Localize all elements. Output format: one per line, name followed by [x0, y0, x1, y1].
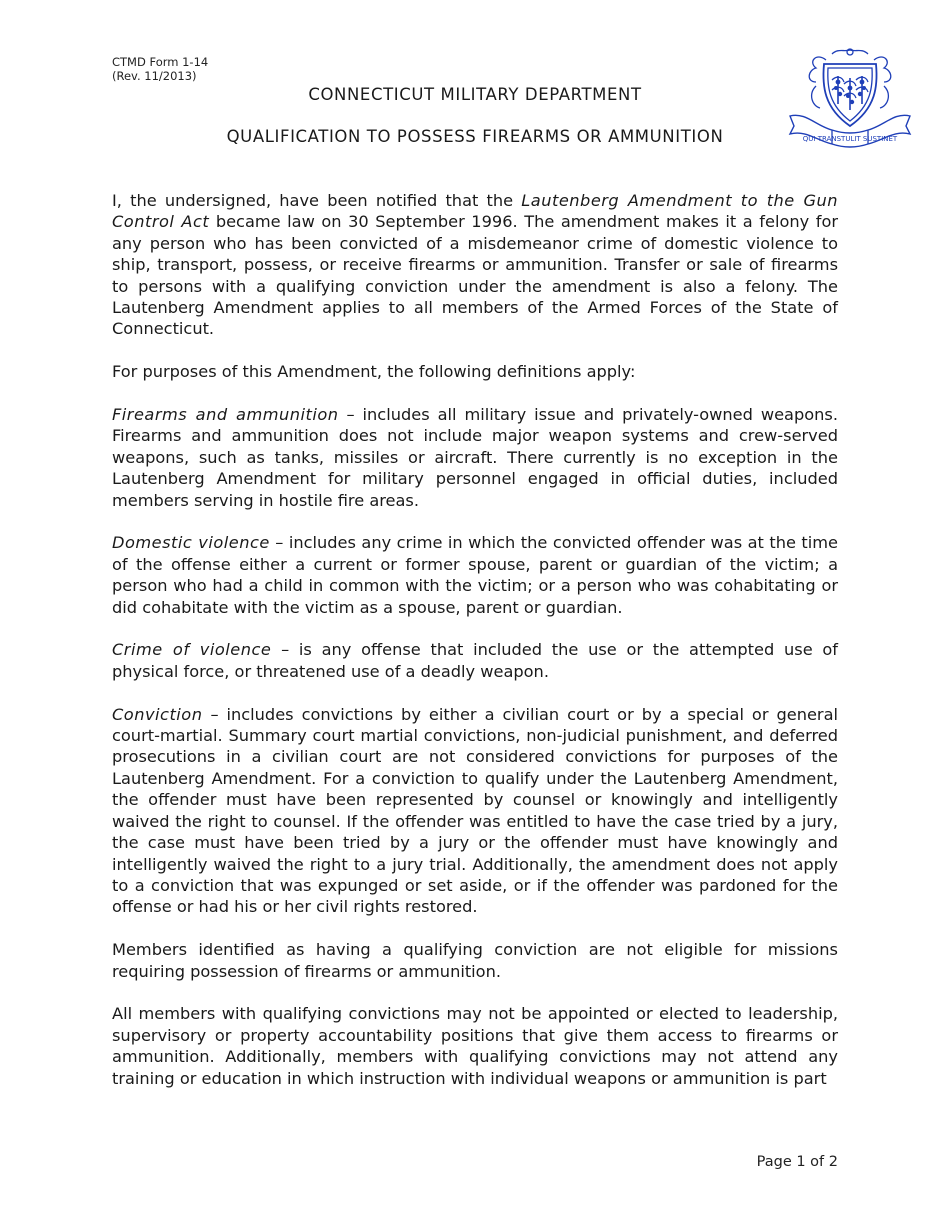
form-identifier: [112, 55, 208, 83]
definition-term: Conviction: [112, 704, 203, 724]
definition-term: Firearms and ammunition: [112, 405, 339, 425]
connecticut-state-seal-icon: [786, 46, 914, 158]
form-revision: (Rev. 11/2013): [112, 69, 197, 83]
department-heading: CONNECTICUT MILITARY DEPARTMENT: [308, 85, 642, 104]
leadership-restriction-paragraph: All members with qualifying convictions may not be appointed or elected to leadership, supervisory or property accountability positions that give them access to firearms or ammunition. Additionally, members with qualifying convictions may not attend any training or education in which instruction with individual weapons or ammunition is part: [112, 1004, 838, 1088]
definition-term: Crime of violence: [112, 640, 272, 660]
members-eligibility-paragraph: Members identified as having a qualifying conviction are not eligible for missions requiring possession of firearms or ammunition.: [112, 940, 838, 981]
seal-motto: QUI TRANSTULIT SUSTINET: [802, 135, 898, 143]
page-number: Page 1 of 2: [756, 1154, 838, 1170]
definitions-intro: For purposes of this Amendment, the following definitions apply:: [112, 362, 636, 382]
definition-conviction: Conviction – includes convictions by either a civilian court or by a special or general court-martial. Summary court martial convictions, non-judicial punishment, and deferred prosecutions in a civilian court are not considered convictions for purposes of the Lautenberg Amendment. For a conviction to qualify under the Lautenberg Amendment, the offender must have been represented by counsel or knowingly and intelligently waived the right to counsel. If the offender was entitled to have the case tried by a jury, the case must have been tried by a jury or the offender must have knowingly and intelligently waived the right to a jury trial. Additionally, the amendment does not apply to a conviction that was expunged or set aside, or if the offender was pardoned for the offense or had his or her civil rights restored.: [112, 704, 838, 917]
definition-firearms: Firearms and ammunition – includes all military issue and privately-owned weapons. Firearms and ammunition does not include major weapon systems and crew-served weapons, such as tanks, missiles or aircraft. There currently is no exception in the Lautenberg Amendment for military personnel engaged in official duties, included members serving in hostile fire areas.: [112, 405, 838, 510]
definition-crime-of-violence: Crime of violence – is any offense that included the use or the attempted use of physical force, or threatened use of a deadly weapon.: [112, 640, 838, 681]
document-title: QUALIFICATION TO POSSESS FIREARMS OR AMMUNITION: [226, 127, 724, 146]
document-body: [112, 190, 838, 1110]
form-number: CTMD Form 1-14: [112, 55, 209, 69]
definition-term: Domestic violence: [112, 533, 270, 553]
intro-paragraph: I, the undersigned, have been notified that the Lautenberg Amendment to the Gun Control Act became law on 30 September 1996. The amendment makes it a felony for any person who has been convicted of a misdemeanor crime of domestic violence to ship, transport, possess, or receive firearms or ammunition. Transfer or sale of firearms to persons with a qualifying conviction under the amendment is also a felony. The Lautenberg Amendment applies to all members of the Armed Forces of the State of Connecticut.: [112, 191, 839, 339]
amendment-name: Lautenberg Amendment to the Gun Control Act: [112, 191, 839, 232]
definition-domestic-violence: Domestic violence – includes any crime in which the convicted offender was at the time of the offense either a current or former spouse, parent or guardian of the victim; a person who had a child in common with the victim; or a person who was cohabitating or did cohabitate with the victim as a spouse, parent or guardian.: [112, 533, 838, 617]
